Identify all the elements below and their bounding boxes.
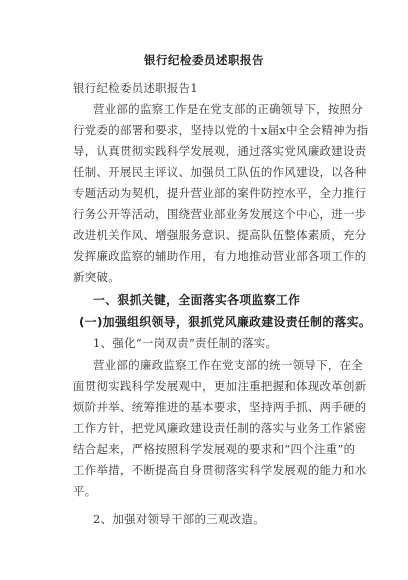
paragraph-line: 专题活动为契机，提升营业部的案件防控水平，全力推行 (73, 186, 367, 200)
list-item-heading: 1、强化“一岗双责”责任制的落实。 (93, 336, 278, 350)
paragraph-line: 面贯彻实践科学发展观中，更加注重把握和体现改革创新 (73, 379, 367, 393)
paragraph-line: 营业部的廉政监察工作在党支部的统一领导下，在全 (93, 358, 364, 372)
paragraph-line: 平。 (73, 484, 97, 498)
paragraph-line: 工作方针，把党风廉政建设责任制的落实与业务工作紧密 (73, 421, 367, 435)
paragraph-line: 工作举措，不断提高自身贯彻落实科学发展观的能力和水 (73, 463, 367, 477)
paragraph-line: 导，认真贯彻实践科学发展观，通过落实党风廉政建设责 (73, 144, 367, 158)
paragraph-line: 烦阶并举、统筹推进的基本要求，坚持两手抓、两手硬的 (73, 400, 367, 414)
paragraph-line: 发挥廉政监察的辅助作用，有力地推动营业部各项工作的 (73, 249, 367, 263)
document-title: 银行纪检委员述职报告 (144, 53, 264, 67)
paragraph-line: 营业部的监察工作是在党支部的正确领导下，按照分 (93, 102, 364, 116)
list-item-heading: 2、加强对领导干部的三观改造。 (93, 512, 265, 526)
section-heading: 一、狠抓关键，全面落实各项监察工作 (93, 293, 301, 307)
subsection-heading: (一)加强组织领导，狠抓党风廉政建设责任制的落实。 (79, 315, 372, 329)
paragraph-line: 行党委的部署和要求，坚持以党的十x届x中全会精神为指 (73, 123, 369, 137)
paragraph-line: 结合起来，严格按照科学发展观的要求和“四个注重”的 (73, 442, 356, 456)
paragraph-line: 改进机关作风、增强服务意识、提高队伍整体素质，充分 (73, 228, 367, 242)
subtitle-line: 银行纪检委员述职报告1 (73, 81, 199, 95)
paragraph-line: 行务公开等活动，围绕营业部业务发展这个中心，进一步 (73, 207, 367, 221)
paragraph-line: 任制、开展民主评议、加强员工队伍的作风建设，以各种 (73, 165, 367, 179)
paragraph-line: 新突破。 (73, 270, 120, 284)
